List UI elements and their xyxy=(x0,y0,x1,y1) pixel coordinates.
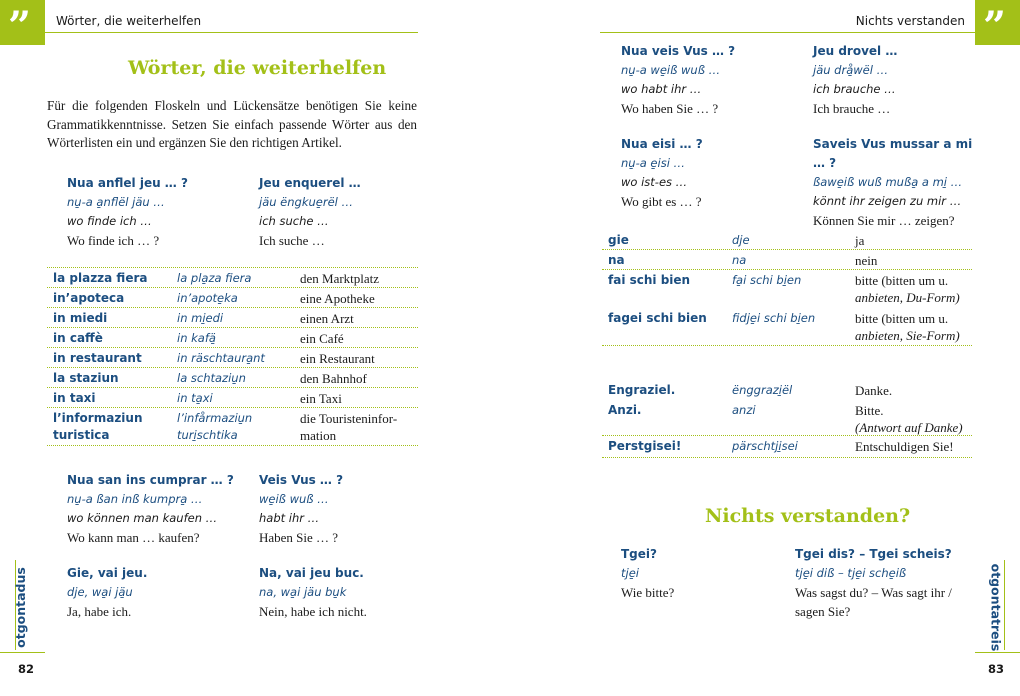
phrase-german: Wo gibt es … ? xyxy=(621,194,702,209)
phrase-german: Wie bitte? xyxy=(621,585,675,600)
vocab-romansh: Anzi. xyxy=(608,403,642,417)
vocab-german: den Bahnhof xyxy=(300,371,367,386)
vocab-german: einen Arzt xyxy=(300,311,354,326)
page-heading-left: Wörter, die weiterhelfen xyxy=(128,57,387,79)
table-row xyxy=(47,268,418,288)
table-row xyxy=(47,328,418,348)
vocab-pronunciation: fa̱i schi bi̱en xyxy=(732,273,802,287)
vocab-german: ein Restaurant xyxy=(300,351,375,366)
vocab-german: Danke. xyxy=(855,383,893,398)
phrase-block xyxy=(67,471,257,547)
vocab-pronunciation: la pla̱za fiera xyxy=(177,271,252,285)
vocab-romansh: in taxi xyxy=(53,391,96,405)
vocab-romansh: in caffè xyxy=(53,331,103,345)
phrase-romansh: Nua eisi … ? xyxy=(621,137,703,151)
phrase-literal: wo können man kaufen … xyxy=(67,511,218,525)
vocab-german: die Touristeninfor- mation xyxy=(300,411,398,443)
table-row xyxy=(602,270,972,308)
table-row xyxy=(47,288,418,308)
phrase-pronunciation: jäu ëngkue̱rël … xyxy=(259,195,354,209)
vocab-pronunciation: anzi xyxy=(732,403,756,417)
vocab-german: bitte (bitten um u. anbieten, Sie-Form) xyxy=(855,311,960,343)
table-row xyxy=(47,368,418,388)
phrase-literal: wo ist-es … xyxy=(621,175,688,189)
phrase-german: Wo finde ich … ? xyxy=(67,233,160,248)
vocab-german: Entschuldigen Sie! xyxy=(855,439,954,454)
phrase-block xyxy=(259,471,449,547)
phrase-literal: wo habt ihr … xyxy=(621,82,702,96)
vocab-pronunciation: dje xyxy=(732,233,750,247)
phrase-literal: wo finde ich … xyxy=(67,214,152,228)
vocab-table-left xyxy=(47,267,418,446)
phrase-pronunciation: ßawe̱iß wuß mußa̱ a mi̱ … xyxy=(813,175,963,189)
vocab-german: Bitte. (Antwort auf Danke) xyxy=(855,403,963,435)
phrase-pronunciation: nu̱-a we̱iß wuß … xyxy=(621,63,721,77)
phrase-pronunciation: nu̱-a e̱isi … xyxy=(621,156,686,170)
vocab-romansh: Engraziel. xyxy=(608,383,676,397)
vocab-romansh: fai schi bien xyxy=(608,273,691,287)
phrase-pronunciation: dje, wa̱i jä̱u xyxy=(67,585,133,599)
vocab-romansh: l’informaziun turistica xyxy=(53,411,143,442)
header-rule-left xyxy=(45,32,418,33)
phrase-romansh: Nua san ins cumprar … ? xyxy=(67,473,234,487)
vocab-table-right-2 xyxy=(602,380,972,458)
vocab-german: eine Apotheke xyxy=(300,291,375,306)
phrase-block xyxy=(621,545,781,602)
phrase-literal: habt ihr … xyxy=(259,511,320,525)
phrase-literal: ich brauche … xyxy=(813,82,896,96)
phrase-block xyxy=(259,564,449,621)
phrase-block xyxy=(795,545,975,621)
vocab-pronunciation: fidje̱i schi bi̱en xyxy=(732,311,816,325)
phrase-romansh: Tgei? xyxy=(621,547,657,561)
running-head-left: Wörter, die weiterhelfen xyxy=(56,14,202,28)
phrase-german: Ja, habe ich. xyxy=(67,604,132,619)
running-head-right: Nichts verstanden xyxy=(855,14,965,28)
phrase-block xyxy=(621,135,811,211)
phrase-german: Was sagst du? – Was sagt ihr / xyxy=(795,585,952,600)
phrase-romansh: Nua anflel jeu … ? xyxy=(67,176,188,190)
phrase-pronunciation: na, wa̱i jäu bu̱k xyxy=(259,585,347,599)
intro-paragraph: Für die folgenden Floskeln und Lückensätze benötigen Sie keine Grammatikkenntnisse. Setzen Sie einfach passende Wörter aus den Wörterlisten ein und ergänzen Sie den richtigen Artikel. xyxy=(47,98,417,151)
quote-marks-icon-left xyxy=(0,0,45,45)
vocab-romansh: na xyxy=(608,253,625,267)
vocab-romansh: in’apoteca xyxy=(53,291,125,305)
vocab-pronunciation: ënggrazi̱ël xyxy=(732,383,793,397)
phrase-romansh: Saveis Vus mussar a mi … ? xyxy=(813,137,973,170)
footer-rule-left xyxy=(0,652,45,653)
vocab-pronunciation: na xyxy=(732,253,747,267)
table-row xyxy=(602,230,972,250)
vocab-german: den Marktplatz xyxy=(300,271,380,286)
vocab-pronunciation: l’infårmaziu̱n turi̱schtika xyxy=(177,411,253,442)
table-row xyxy=(47,308,418,328)
phrase-pronunciation: tje̱i diß – tje̱i sche̱iß xyxy=(795,566,907,580)
vocab-german: ein Taxi xyxy=(300,391,342,406)
side-rule-right xyxy=(1004,560,1005,650)
table-row xyxy=(47,388,418,408)
phrase-romansh: Jeu enquerel … xyxy=(259,176,361,190)
phrase-pronunciation: nu̱-a ßan inß kumpra̱ … xyxy=(67,492,203,506)
phrase-block xyxy=(813,135,983,230)
phrase-pronunciation: we̱iß wuß … xyxy=(259,492,329,506)
phrase-block xyxy=(259,174,449,250)
table-row xyxy=(47,408,418,446)
phrase-pronunciation: nu̱-a a̱nflël jäu … xyxy=(67,195,165,209)
phrase-block xyxy=(621,42,811,118)
vocab-pronunciation: in’apote̱ka xyxy=(177,291,238,305)
table-row xyxy=(602,380,972,400)
table-row xyxy=(47,348,418,368)
phrase-german: Können Sie mir … zeigen? xyxy=(813,213,955,228)
header-rule-right xyxy=(600,32,975,33)
vocab-german: nein xyxy=(855,253,878,268)
phrase-romansh: Nua veis Vus … ? xyxy=(621,44,736,58)
phrase-german: Wo haben Sie … ? xyxy=(621,101,719,116)
vocab-romansh: in restaurant xyxy=(53,351,142,365)
side-label-left: otgontadus xyxy=(12,567,28,648)
phrase-pronunciation: jäu drå̱wël … xyxy=(813,63,889,77)
vocab-romansh: la plazza fiera xyxy=(53,271,148,285)
vocab-german: ja xyxy=(855,233,865,248)
page-number-right: 83 xyxy=(988,662,1005,676)
phrase-block xyxy=(67,174,257,250)
phrase-german: Nein, habe ich nicht. xyxy=(259,604,367,619)
side-label-right: otgontatreis xyxy=(988,563,1004,652)
table-row xyxy=(602,308,972,346)
vocab-pronunciation: in mi̱edi xyxy=(177,311,224,325)
phrase-german: Ich brauche … xyxy=(813,101,891,116)
phrase-german: sagen Sie? xyxy=(795,604,851,619)
footer-rule-right xyxy=(975,652,1020,653)
phrase-romansh: Tgei dis? – Tgei scheis? xyxy=(795,547,952,561)
phrase-romansh: Gie, vai jeu. xyxy=(67,566,148,580)
page-number-left: 82 xyxy=(18,662,35,676)
phrase-german: Haben Sie … ? xyxy=(259,530,339,545)
phrase-block xyxy=(813,42,1003,118)
vocab-pronunciation: la schtaziu̱n xyxy=(177,371,246,385)
phrase-literal: könnt ihr zeigen zu mir … xyxy=(813,194,962,208)
svg-text:”: ” xyxy=(983,10,1007,34)
vocab-pronunciation: pärschtji̱sei xyxy=(732,439,798,453)
phrase-pronunciation: tje̱i xyxy=(621,566,639,580)
vocab-romansh: gie xyxy=(608,233,629,247)
vocab-romansh: fagei schi bien xyxy=(608,311,707,325)
quote-marks-icon-right xyxy=(975,0,1020,45)
page-heading-right: Nichts verstanden? xyxy=(705,505,911,527)
phrase-romansh: Jeu drovel … xyxy=(813,44,898,58)
phrase-block xyxy=(67,564,257,621)
phrase-german: Wo kann man … kaufen? xyxy=(67,530,200,545)
vocab-romansh: la staziun xyxy=(53,371,119,385)
vocab-pronunciation: in kafä̱ xyxy=(177,331,216,345)
table-row xyxy=(602,250,972,270)
vocab-romansh: Perstgisei! xyxy=(608,439,682,453)
phrase-romansh: Na, vai jeu buc. xyxy=(259,566,364,580)
vocab-german: ein Café xyxy=(300,331,344,346)
table-row xyxy=(602,436,972,458)
vocab-table-right-1 xyxy=(602,230,972,346)
vocab-pronunciation: in ta̱xi xyxy=(177,391,213,405)
svg-text:”: ” xyxy=(8,10,32,34)
phrase-german: Ich suche … xyxy=(259,233,325,248)
vocab-german: bitte (bitten um u. anbieten, Du-Form) xyxy=(855,273,960,305)
phrase-literal: ich suche … xyxy=(259,214,329,228)
table-row xyxy=(602,400,972,436)
vocab-romansh: in miedi xyxy=(53,311,108,325)
vocab-pronunciation: in räschtaura̱nt xyxy=(177,351,265,365)
phrase-romansh: Veis Vus … ? xyxy=(259,473,344,487)
